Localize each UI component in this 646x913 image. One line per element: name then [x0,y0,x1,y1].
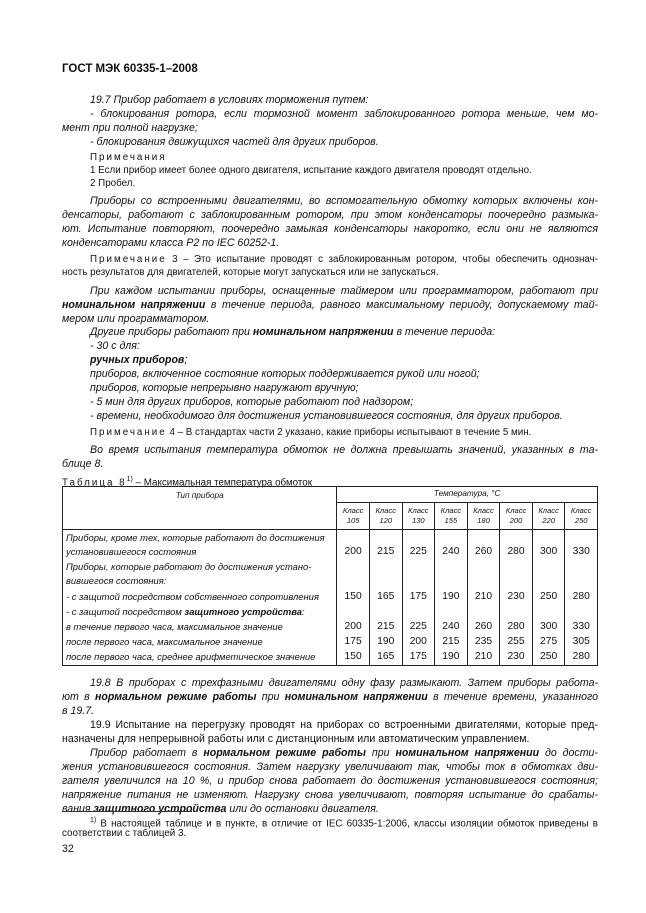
section-19-7-line1: 19.7 Прибор работает в условиях торможения путем: [90,94,369,106]
table-cell: 240 [435,529,468,560]
note-3-label: Примечание [90,254,167,265]
table-row [63,650,598,666]
rated-voltage-term-4: номинальном напряжении [395,747,540,759]
table-cell: 215 [369,529,402,560]
table-cell: 175 [402,590,435,605]
table-row [63,560,598,590]
table-cell: 165 [369,590,402,605]
table-caption-label: Таблица 8 [62,477,127,489]
row-label: после первого часа, среднее арифметическое значение [63,650,337,666]
class-header: Класс 105 [337,502,370,529]
timer-para-line4-c: в течение периода: [393,326,496,338]
last-para-line2: жения установившегося состояния. Затем нагрузку увеличивают так, чтобы ток в обмотках дви- [62,761,598,773]
table-cell: 150 [337,590,370,605]
note-2: 2 Пробел. [90,178,136,189]
rated-voltage-term-2: номинальном напряжении [252,326,394,338]
row-label: Приборы, которые работают до достижения устано- вившегося состояния: [63,560,337,590]
section-19-7-line3: мент при полной нагрузке; [62,122,198,134]
hand-held-appliances-term: ручных приборов [90,354,185,366]
capacitor-para-line1: Приборы со встроенными двигателями, во вспомогательную обмотку которых включены кон- [90,195,598,207]
timer-para-line9: - 5 мин для других приборов, которые работают под надзором; [90,396,414,408]
timer-para-line5: - 30 с для: [90,340,140,352]
table-cell: 200 [337,620,370,635]
page-number: 32 [62,843,74,855]
capacitor-para-line2: денсаторы, работают с заблокированным ротором, при этом конденсаторы поочередно размыка- [62,209,598,221]
protective-device-term: защитного устройства [93,803,227,815]
max-winding-temperature-table [62,486,598,666]
timer-para-line4 [62,325,598,340]
table-cell: 240 [435,620,468,635]
table-cell: 210 [467,650,500,666]
section-19-7-line2: - блокирования ротора, если тормозной момент заблокированного ротора меньше, чем мо- [90,108,598,120]
row-label: после первого часа, максимальное значение [63,635,337,650]
note-3-line2: ность результатов для двигателей, которые могут запускаться или не запускаться. [62,267,439,278]
table-cell: 200 [402,635,435,650]
note-4-label: Примечание [90,427,167,438]
class-header: Класс 130 [402,502,435,529]
table-cell: 280 [565,590,598,605]
timer-para-line2 [62,298,598,313]
table-cell: 215 [369,620,402,635]
last-para-line4: напряжение питания не изменяют. Нагрузку снова увеличивают, повторяя испытание до срабаты- [62,789,598,801]
timer-para-line3: мером или программатором. [62,313,210,325]
table-cell: 190 [369,635,402,650]
section-19-9-line1: 19.9 Испытание на перегрузку проводят на приборах со встроенными двигателями, которые пред- [90,719,598,731]
class-header: Класс 250 [565,502,598,529]
table-row [63,605,598,620]
table-cell: 280 [500,620,533,635]
table-cell: 225 [402,620,435,635]
class-header: Класс 220 [532,502,565,529]
table-cell: 275 [532,635,565,650]
col-header-temperature: Температура, °C [337,487,598,503]
capacitor-para-line4: конденсаторами класса P2 по IEC 60252-1. [62,237,280,249]
timer-para-line2-text: в течение периода, равного максимальному периоду, допускаемому тай- [205,299,598,311]
table-cell: 150 [337,650,370,666]
table-cell: 200 [337,529,370,560]
table-cell: 300 [532,529,565,560]
section-19-8-line1: 19.8 В приборах с трехфазными двигателями одну фазу размыкают. Затем приборы работа- [90,677,598,689]
timer-para-line6-end: ; [184,354,188,366]
row-label: Приборы, кроме тех, которые работают до достижения установившегося состояния [63,529,337,560]
table-cell: 330 [565,620,598,635]
col-header-type: Тип прибора [63,487,337,530]
table-cell: 250 [532,650,565,666]
class-header: Класс 155 [435,502,468,529]
table-cell: 175 [337,635,370,650]
table-cell: 230 [500,650,533,666]
table-caption-sup: 1) [126,476,133,483]
row-label: - с защитой посредством защитного устройства: [63,605,337,620]
table-row [63,529,598,560]
row-label: в течение первого часа, максимальное значение [63,620,337,635]
table-cell: 225 [402,529,435,560]
timer-para-line1: При каждом испытании приборы, оснащенные таймером или программатором, работают при [90,285,598,297]
last-para-line3: гателя увеличился на 10 %, и прибор снова работает до достижения установившегося состояния; [62,775,598,787]
table-cell: 235 [467,635,500,650]
section-19-8-line3: в 19.7. [62,705,95,717]
timer-para-line10: - времени, необходимого для достижения установившегося состояния, для других приборов. [90,410,563,422]
section-19-9-line2: назначены для непрерывной работы или с дистанционным или автоматическим управлением. [62,733,530,745]
table-cell: 250 [532,590,565,605]
table-cell: 210 [467,590,500,605]
table-cell: 300 [532,620,565,635]
temp-para-line2: блице 8. [62,458,104,470]
last-para-line5: вания защитного устройства или до остановки двигателя. [62,803,379,815]
note-4-text: 4 – В стандартах части 2 указано, какие приборы испытывают в течение 5 мин. [166,427,532,438]
rated-voltage-term: номинальном напряжении [62,299,206,311]
footnote-divider [62,811,192,812]
document-header: ГОСТ МЭК 60335-1–2008 [62,63,198,75]
footnote-line2: соответствии с таблицей 3. [62,828,187,839]
footnote-line1: $^{1)}$ В настоящей таблице и в пункте, в отличие от IEC 60335-1:2006, классы изоляции обмоток приведены в [90,817,598,830]
table-cell: 190 [435,650,468,666]
class-header: Класс 180 [467,502,500,529]
timer-para-line8: приборов, которые непрерывно нагружают вручную; [90,382,359,394]
note-3-text: 3 – Это испытание проводят с заблокированным ротором, чтобы обеспечить однознач- [166,254,598,265]
last-para-line1: Прибор работает в нормальном режиме работы при номинальном напряжении до дости- [90,747,598,759]
table-cell: 215 [435,635,468,650]
table-caption-text: – Максимальная температура обмоток [132,477,313,489]
section-19-8-line2: ют в нормальном режиме работы при номинальном напряжении в течение времени, указанного [62,691,598,703]
normal-operation-term-2: нормальном режиме работы [203,747,366,759]
table-cell: 175 [402,650,435,666]
normal-operation-term: нормальном режиме работы [95,691,257,703]
class-header: Класс 120 [369,502,402,529]
note-1: 1 Если прибор имеет более одного двигателя, испытание каждого двигателя проводят отдельно. [90,165,532,176]
table-row [63,635,598,650]
class-header: Класс 200 [500,502,533,529]
table-row [63,590,598,605]
row-label: - с защитой посредством собственного сопротивления [63,590,337,605]
table-cell: 255 [500,635,533,650]
temp-para-line1: Во время испытания температура обмоток не должна превышать значений, указанных в та- [90,444,598,456]
table-cell: 280 [565,650,598,666]
section-19-7-line4: - блокирования движущихся частей для других приборов. [90,136,379,148]
timer-para-line4-a: Другие приборы работают при [90,326,253,338]
table-cell: 305 [565,635,598,650]
table-cell: 165 [369,650,402,666]
timer-para-line6 [62,353,598,368]
table-cell: 230 [500,590,533,605]
notes-title: Примечания [90,152,167,163]
table-cell: 280 [500,529,533,560]
table-row [63,620,598,635]
note-4 [62,426,598,441]
timer-para-line7: приборов, включенное состояние которых поддерживается рукой или ногой; [90,368,480,380]
rated-voltage-term-3: номинальном напряжении [284,691,428,703]
capacitor-para-line3: ют. Испытание повторяют, поочередно замыкая конденсаторы накоротко, если они не являются [62,223,598,235]
table-cell: 190 [435,590,468,605]
table-cell: 260 [467,529,500,560]
footnote-sup: 1) [90,817,97,824]
table-cell: 330 [565,529,598,560]
table-cell: 260 [467,620,500,635]
